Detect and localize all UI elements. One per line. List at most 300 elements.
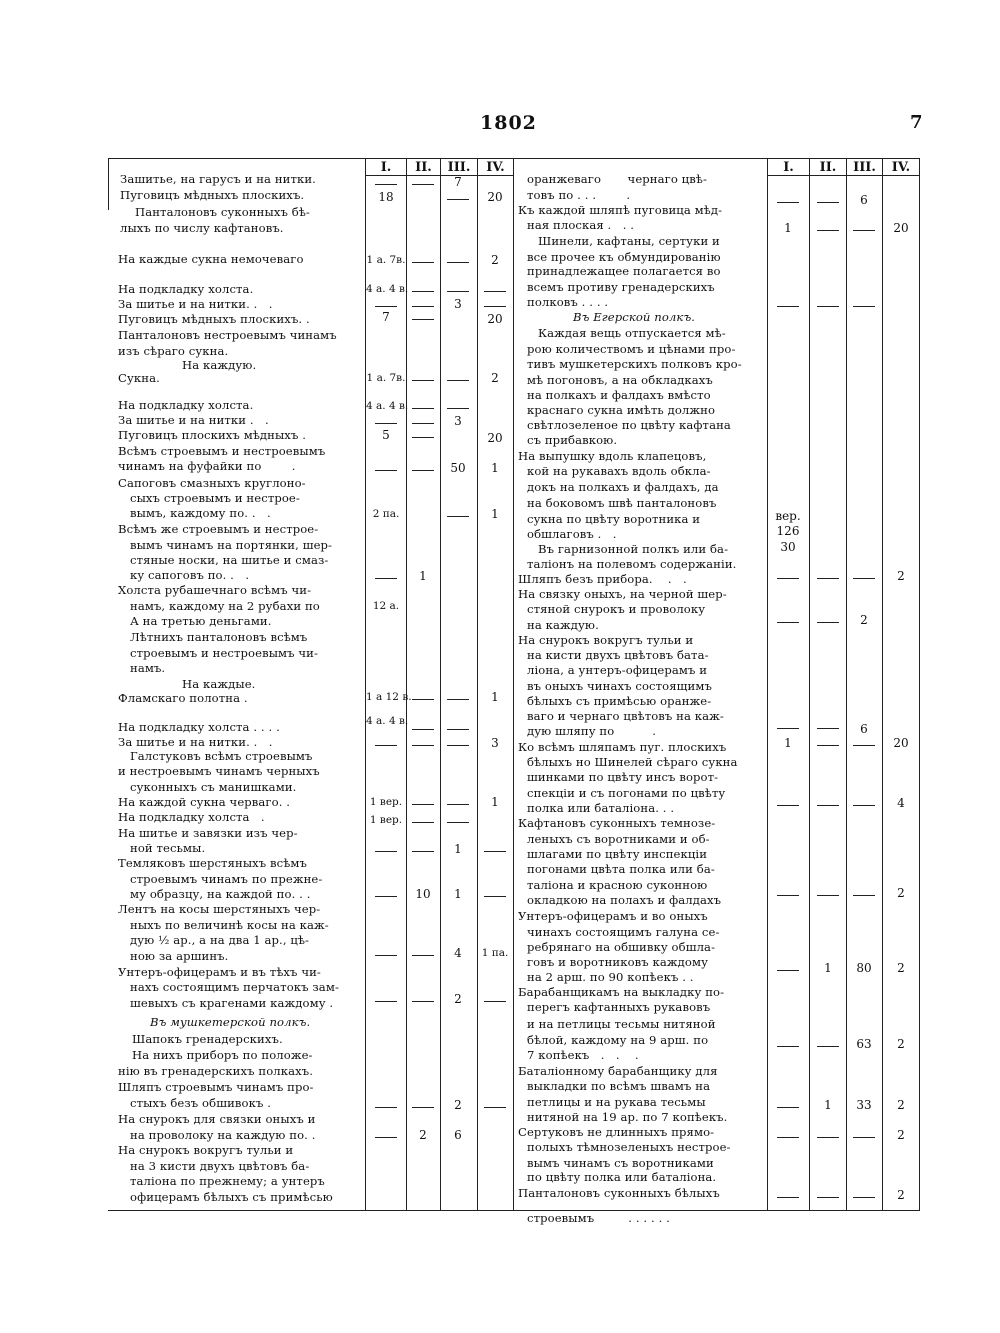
right-value-cell-dash (853, 230, 875, 231)
right-text-line: по цвѣту полка или баталіона. (527, 1170, 717, 1184)
right-value-cell-dash-label (853, 1129, 854, 1130)
right-value-cell: 1 (784, 736, 792, 750)
left-value-cell-dash (375, 1001, 397, 1002)
right-value-cell-dash (777, 1107, 799, 1108)
right-value-cell-dash (853, 1197, 875, 1198)
left-value-cell: 7 (382, 310, 390, 324)
left-text-line: На снурокъ для связки оныхъ и (118, 1112, 316, 1126)
right-value-cell: 80 (856, 961, 872, 975)
col-header-3-right: III. (853, 160, 876, 175)
left-value-cell: 2 (491, 253, 499, 267)
left-value-cell-dash-label (484, 843, 485, 844)
left-value-cell-dash (375, 1137, 397, 1138)
left-value-cell-dash-label (412, 311, 413, 312)
right-value-cell-dash (777, 1197, 799, 1198)
right-value-cell: 1 (824, 1098, 832, 1112)
right-text-line: Шинели, кафтаны, сертуки и (538, 234, 720, 248)
right-text-line: свѣтлозеленое по цвѣту кафтана (527, 418, 731, 432)
left-value-cell-dash-label (412, 737, 413, 738)
right-value-cell-dash (777, 1137, 799, 1138)
left-text-line: Зашитье, на гарусъ и на нитки. (120, 172, 316, 186)
left-value-cell: 20 (487, 431, 503, 445)
right-value-cell-dash-label (777, 614, 778, 615)
bottom-rule (108, 1210, 920, 1211)
left-value-cell-dash-label (375, 1129, 376, 1130)
right-value-cell-dash-label (777, 1129, 778, 1130)
left-text-line: Холста рубашечнаго всѣмъ чи- (118, 583, 312, 597)
left-value-cell-dash-label (375, 1099, 376, 1100)
left-text-line: Галстуковъ всѣмъ строевымъ (130, 749, 313, 763)
left-value-cell-dash-label (412, 1099, 413, 1100)
right-value-cell-dash-label (777, 1099, 778, 1100)
col-header-1-right: I. (783, 160, 794, 175)
col-header-2-right: II. (819, 160, 837, 175)
left-value-cell-dash (412, 699, 434, 700)
left-value-cell: 1 па. (481, 947, 509, 959)
left-text-line: Лентъ на косы шерстяныхъ чер- (118, 902, 321, 916)
right-text-line: на кисти двухъ цвѣтовъ бата- (527, 648, 709, 662)
left-value-cell-dash-label (375, 737, 376, 738)
right-value-cell: вер. (775, 509, 801, 523)
left-text-line: На нихъ приборъ по положе- (132, 1048, 313, 1062)
right-value-cell-dash (817, 895, 839, 896)
right-text-line: кой на рукавахъ вдоль обкла- (527, 464, 711, 478)
right-value-cell-dash (853, 745, 875, 746)
col-divider (809, 158, 810, 1210)
left-value-cell: 1 вер. (369, 814, 403, 826)
left-value-cell: 4 (454, 946, 462, 960)
page-year: 1802 (480, 112, 537, 134)
col-header-4: IV. (486, 160, 505, 175)
col-divider (882, 158, 883, 1210)
left-value-cell: 1 а. 7в. (366, 372, 406, 384)
right-text-line: окладкою на полахъ и фалдахъ (527, 893, 722, 907)
left-text-line: Пуговицъ мѣдныхъ плоскихъ. (120, 188, 305, 202)
right-text-line: Барабанщикамъ на выкладку по- (518, 985, 725, 999)
right-value-cell-dash (777, 202, 799, 203)
left-text-line: Всѣмъ строевымъ и нестроевымъ (118, 444, 326, 458)
right-text-line: На снурокъ вокругъ тульи и (518, 633, 694, 647)
left-value-cell: 1 (491, 461, 499, 475)
left-value-cell-dash (375, 578, 397, 579)
right-text-line: полковъ . . . . (527, 295, 609, 309)
right-text-line: Унтеръ-офицерамъ и во оныхъ (518, 909, 708, 923)
right-value-cell: 20 (893, 221, 909, 235)
left-value-cell: 3 (454, 297, 462, 311)
left-value-cell-dash (412, 184, 434, 185)
left-text-line: таліона по прежнему; а унтеръ (130, 1174, 325, 1188)
left-value-cell-dash-label (375, 570, 376, 571)
left-value-cell: 50 (450, 461, 466, 475)
left-text-line: За шитье и на нитки . . (118, 413, 269, 427)
left-text-line: нахъ состоящимъ перчатокъ зам- (130, 980, 339, 994)
left-text-line: стяные носки, на шитье и смаз- (130, 553, 329, 567)
right-text-line: всемъ противу гренадерскихъ (527, 280, 715, 294)
left-value-cell-dash (375, 470, 397, 471)
left-text-line: Фламскаго полотна . (118, 691, 248, 705)
left-value-cell-dash (412, 470, 434, 471)
right-text-line: товъ по . . . . (527, 188, 631, 202)
right-text-line: ваго и чернаго цвѣтовъ на каж- (527, 709, 724, 723)
right-value-cell: 30 (780, 540, 796, 554)
right-text-line: Каждая вещь отпускается мѣ- (538, 326, 726, 340)
left-value-cell-dash (412, 822, 434, 823)
right-value-cell: 63 (856, 1037, 872, 1051)
right-text-line: Сертуковъ не длинныхъ прямо- (518, 1125, 715, 1139)
left-value-cell-dash (447, 822, 469, 823)
right-text-line: докъ на полкахъ и фалдахъ, да (527, 480, 719, 494)
left-value-cell-dash-label (375, 947, 376, 948)
left-value-cell-dash-label (484, 283, 485, 284)
left-value-cell-dash (412, 408, 434, 409)
right-value-cell-dash-label (777, 962, 778, 963)
left-value-cell-dash (484, 896, 506, 897)
right-text-line: Въ Егерской полкъ. (573, 310, 696, 324)
right-text-line: шинками по цвѣту инсъ ворот- (527, 770, 719, 784)
right-value-cell-dash-label (817, 194, 818, 195)
left-value-cell-dash-label (484, 1099, 485, 1100)
left-text-line: На каждые. (182, 677, 256, 691)
right-value-cell-dash-label (817, 614, 818, 615)
right-text-line: мѣ погоновъ, а на обкладкахъ (527, 373, 713, 387)
right-value-cell-dash (817, 230, 839, 231)
left-value-cell-dash-label (375, 462, 376, 463)
left-value-cell-dash (447, 380, 469, 381)
left-text-line: На подкладку холста. (118, 398, 254, 412)
right-text-line: на каждую. (527, 618, 599, 632)
left-value-cell-dash-label (412, 283, 413, 284)
left-text-line: вымъ чинамъ на портянки, шер- (130, 538, 333, 552)
left-value-cell: 12 а. (372, 600, 400, 612)
col-divider (846, 158, 847, 1210)
col-divider (108, 158, 109, 210)
right-value-cell-dash (853, 895, 875, 896)
col-divider (919, 158, 920, 1210)
left-value-cell-dash-label (375, 843, 376, 844)
right-value-cell-dash (777, 895, 799, 896)
right-value-cell: 2 (897, 569, 905, 583)
right-value-cell-dash (777, 578, 799, 579)
right-text-line: принадлежащее полагается во (527, 264, 721, 278)
left-text-line: Всѣмъ же строевымъ и нестрое- (118, 522, 319, 536)
right-value-cell-dash-label (853, 298, 854, 299)
right-value-cell-dash-label (853, 222, 854, 223)
left-value-cell: 1 а. 7в. (366, 254, 406, 266)
left-value-cell-dash (412, 262, 434, 263)
left-value-cell-dash (447, 408, 469, 409)
right-text-line: въ оныхъ чинахъ состоящимъ (527, 679, 712, 693)
left-value-cell-dash-label (447, 737, 448, 738)
left-text-line: ной тесьмы. (130, 841, 206, 855)
left-value-cell-dash-label (412, 372, 413, 373)
right-value-cell-dash (817, 728, 839, 729)
right-value-cell-dash-label (817, 797, 818, 798)
right-value-cell-dash (777, 306, 799, 307)
right-text-line: рою количествомъ и цѣнами про- (527, 342, 736, 356)
left-value-cell-dash-label (412, 400, 413, 401)
left-value-cell: 4 а. 4 в. (366, 283, 409, 295)
right-value-cell: 126 (776, 524, 800, 538)
left-value-cell: 2 па. (372, 508, 400, 520)
left-value-cell-dash-label (412, 462, 413, 463)
right-value-cell-dash-label (777, 570, 778, 571)
left-text-line: на проволоку на каждую по. . (130, 1128, 316, 1142)
right-value-cell-dash (817, 578, 839, 579)
right-value-cell: 4 (897, 796, 905, 810)
left-value-cell: 1 (491, 690, 499, 704)
right-value-cell-dash (777, 970, 799, 971)
left-value-cell-dash-label (447, 814, 448, 815)
left-value-cell-dash-label (447, 400, 448, 401)
left-value-cell-dash (412, 1107, 434, 1108)
right-text-line: на полкахъ и фалдахъ вмѣсто (527, 388, 711, 402)
left-text-line: вымъ, каждому по. . . (130, 506, 271, 520)
right-value-cell: 6 (860, 193, 868, 207)
left-text-line: му образцу, на каждой по. . . (130, 887, 311, 901)
left-value-cell-dash (447, 199, 469, 200)
left-value-cell-dash (375, 745, 397, 746)
right-text-line: строевымъ . . . . . . (527, 1210, 670, 1225)
left-value-cell-dash-label (412, 415, 413, 416)
left-text-line: шевыхъ съ крагенами каждому . (130, 996, 334, 1010)
right-value-cell-dash (817, 745, 839, 746)
left-text-line: на 3 кисти двухъ цвѣтовъ ба- (130, 1159, 310, 1173)
right-value-cell-dash-label (817, 1189, 818, 1190)
left-value-cell: 2 (454, 992, 462, 1006)
page-number: 7 (910, 112, 923, 133)
right-text-line: и на петлицы тесьмы нитяной (527, 1017, 716, 1031)
left-value-cell: 10 (415, 887, 431, 901)
left-value-cell: 3 (491, 736, 499, 750)
left-value-cell-dash-label (412, 691, 413, 692)
left-text-line: А на третью деньгами. (130, 614, 272, 628)
left-value-cell: 1 (491, 507, 499, 521)
left-text-line: ною за аршинъ. (130, 949, 229, 963)
left-value-cell-dash-label (447, 254, 448, 255)
left-value-cell: 1 (491, 795, 499, 809)
left-value-cell-dash (375, 306, 397, 307)
right-text-line: петлицы и на рукава тесьмы (527, 1095, 706, 1109)
left-text-line: сыхъ строевымъ и нестроe- (130, 491, 300, 505)
left-text-line: нію въ гренадерскихъ полкахъ. (118, 1064, 314, 1078)
right-text-line: стяной снурокъ и проволоку (527, 602, 706, 616)
left-value-cell-dash-label (375, 993, 376, 994)
left-value-cell: 4 а. 4 в. (366, 715, 409, 727)
left-value-cell-dash (412, 1001, 434, 1002)
right-text-line: леныхъ съ воротниками и об- (527, 832, 710, 846)
left-text-line: Въ мушкетерской полкъ. (150, 1015, 311, 1029)
left-text-line: За шитье и на нитки. . . (118, 297, 273, 311)
left-value-cell-dash (484, 306, 506, 307)
left-value-cell-dash-label (412, 254, 413, 255)
right-text-line: полыхъ тѣмнозеленыхъ нестрое- (527, 1140, 731, 1154)
right-value-cell-dash-label (817, 222, 818, 223)
right-text-line: нитяной на 19 ар. по 7 копѣекъ. (527, 1110, 728, 1124)
left-text-line: Пуговицъ мѣдныхъ плоскихъ. . (118, 312, 310, 326)
left-text-line: офицерамъ бѣлыхъ съ примѣсью (130, 1190, 333, 1204)
right-value-cell-dash-label (853, 737, 854, 738)
left-value-cell-dash (375, 184, 397, 185)
left-value-cell-dash (447, 804, 469, 805)
right-value-cell: 2 (897, 1188, 905, 1202)
right-value-cell: 33 (856, 1098, 872, 1112)
left-value-cell-dash (447, 262, 469, 263)
right-value-cell-dash (817, 1197, 839, 1198)
right-value-cell-dash (817, 1137, 839, 1138)
right-text-line: шлагами по цвѣту инспекціи (527, 847, 708, 861)
left-text-line: Шляпъ строевымъ чинамъ про- (118, 1080, 314, 1094)
left-text-line: На подкладку холста . (118, 810, 265, 824)
right-value-cell-dash (817, 1046, 839, 1047)
left-value-cell: 2 (419, 1128, 427, 1142)
left-value-cell-dash (375, 423, 397, 424)
right-value-cell-dash (853, 1137, 875, 1138)
left-value-cell-dash (447, 729, 469, 730)
right-value-cell-dash (777, 622, 799, 623)
left-value-cell-dash (412, 319, 434, 320)
right-text-line: бѣлыхъ съ примѣсью оранже- (527, 694, 712, 708)
left-text-line: суконныхъ съ манишками. (130, 780, 297, 794)
left-text-line: ныхъ по величинѣ косы на каж- (130, 918, 329, 932)
right-text-line: Ко всѣмъ шляпамъ пуг. плоскихъ (518, 740, 727, 754)
left-value-cell-dash-label (484, 888, 485, 889)
left-value-cell: 1 вер. (369, 796, 403, 808)
left-value-cell-dash-label (375, 176, 376, 177)
left-value-cell-dash (375, 955, 397, 956)
col-header-2: II. (415, 160, 432, 175)
left-text-line: намъ. (130, 661, 166, 675)
right-text-line: съ прибавкою. (527, 433, 618, 447)
left-text-line: Унтеръ-офицерамъ и въ тѣхъ чи- (118, 965, 321, 979)
right-text-line: сукна по цвѣту воротника и (527, 512, 701, 526)
right-value-cell-dash-label (777, 1038, 778, 1039)
right-value-cell: 20 (893, 736, 909, 750)
left-text-line: Шапокъ гренадерскихъ. (132, 1032, 283, 1046)
right-value-cell-dash-label (817, 720, 818, 721)
right-text-line: обшлаговъ . . (527, 527, 617, 541)
right-text-line: таліонъ на полевомъ содержаніи. (527, 557, 737, 571)
left-value-cell-dash (447, 516, 469, 517)
left-text-line: дую ½ ар., а на два 1 ар., цѣ- (130, 933, 310, 947)
left-value-cell-dash-label (447, 283, 448, 284)
left-text-line: стыхъ безъ обшивокъ . (130, 1096, 272, 1110)
right-value-cell-dash-label (777, 1189, 778, 1190)
left-value-cell-dash-label (447, 372, 448, 373)
left-text-line: Темляковъ шерстяныхъ всѣмъ (118, 856, 307, 870)
right-text-line: перегъ кафтанныхъ рукавовъ (527, 1000, 711, 1014)
right-value-cell-dash-label (817, 298, 818, 299)
header-rule-right (767, 175, 920, 176)
left-value-cell-dash (412, 437, 434, 438)
left-value-cell: 20 (487, 190, 503, 204)
left-value-cell-dash-label (447, 796, 448, 797)
left-value-cell-dash-label (447, 191, 448, 192)
left-value-cell-dash (484, 1107, 506, 1108)
right-value-cell-dash (817, 805, 839, 806)
left-value-cell: 20 (487, 312, 503, 326)
right-text-line: чинахъ состоящимъ галуна се- (527, 925, 720, 939)
left-value-cell-dash-label (375, 415, 376, 416)
right-value-cell-dash-label (853, 1189, 854, 1190)
right-value-cell-dash (853, 805, 875, 806)
left-text-line: За шитье и на нитки. . . (118, 735, 273, 749)
right-text-line: Баталіонному барабанщику для (518, 1064, 718, 1078)
right-text-line: На связку оныхъ, на черной шер- (518, 587, 727, 601)
right-value-cell: 2 (897, 1098, 905, 1112)
top-rule (108, 158, 920, 159)
left-value-cell-dash (447, 745, 469, 746)
right-value-cell: 2 (897, 1037, 905, 1051)
col-divider (440, 158, 441, 1210)
left-value-cell-dash-label (412, 814, 413, 815)
left-text-line: Панталоновъ суконныхъ бѣ- (135, 205, 310, 219)
left-value-cell-dash (484, 291, 506, 292)
left-value-cell-dash-label (412, 298, 413, 299)
left-value-cell-dash (412, 955, 434, 956)
right-text-line: краснаго сукна имѣть должно (527, 403, 716, 417)
left-value-cell-dash (375, 851, 397, 852)
right-text-line: На выпушку вдоль клапецовъ, (518, 449, 707, 463)
left-value-cell-dash-label (375, 888, 376, 889)
left-value-cell-dash (412, 745, 434, 746)
left-text-line: На подкладку холста. (118, 282, 254, 296)
left-text-line: Сукна. (118, 371, 160, 385)
right-text-line: таліона и красною суконною (527, 878, 708, 892)
right-value-cell-dash (777, 805, 799, 806)
left-text-line: намъ, каждому на 2 рубахи по (130, 599, 320, 613)
left-value-cell-dash-label (412, 947, 413, 948)
left-value-cell-dash-label (375, 298, 376, 299)
left-text-line: Лѣтнихъ панталоновъ всѣмъ (130, 630, 308, 644)
right-value-cell-dash-label (777, 720, 778, 721)
right-value-cell-dash (853, 306, 875, 307)
right-text-line: ребрянаго на обшивку обшла- (527, 940, 716, 954)
right-text-line: ная плоская . . . (527, 218, 635, 232)
right-value-cell-dash-label (817, 737, 818, 738)
left-value-cell-dash (412, 291, 434, 292)
left-text-line: На подкладку холста . . . . (118, 720, 280, 734)
left-value-cell: 4 а. 4 в. (366, 400, 409, 412)
left-value-cell-dash (412, 306, 434, 307)
right-text-line: Шляпъ безъ прибора. . . (518, 572, 687, 586)
right-value-cell: 2 (897, 1128, 905, 1142)
right-value-cell: 2 (897, 961, 905, 975)
left-text-line: строевымъ и нестроевымъ чи- (130, 646, 319, 660)
right-value-cell-dash-label (853, 797, 854, 798)
col-header-1: I. (380, 160, 392, 175)
left-value-cell: 1 (454, 842, 462, 856)
right-value-cell: 1 (784, 221, 792, 235)
right-text-line: оранжеваго чернаго цвѣ- (527, 172, 707, 186)
right-value-cell-dash-label (777, 797, 778, 798)
left-value-cell-dash-label (447, 691, 448, 692)
left-value-cell-dash (375, 1107, 397, 1108)
left-value-cell-dash (412, 804, 434, 805)
right-text-line: полка или баталіона. . . (527, 801, 675, 815)
left-value-cell: 1 (454, 887, 462, 901)
right-value-cell-dash-label (853, 887, 854, 888)
right-text-line: ліона, а унтеръ-офицерамъ и (527, 663, 708, 677)
right-value-cell-dash-label (853, 570, 854, 571)
right-text-line: Панталоновъ суконныхъ бѣлыхъ (518, 1186, 720, 1200)
left-value-cell-dash-label (484, 993, 485, 994)
left-value-cell-dash (484, 851, 506, 852)
right-value-cell-dash (777, 728, 799, 729)
left-value-cell-dash-label (412, 721, 413, 722)
col-header-3: III. (447, 160, 471, 175)
left-value-cell-dash-label (412, 796, 413, 797)
right-value-cell-dash (817, 622, 839, 623)
